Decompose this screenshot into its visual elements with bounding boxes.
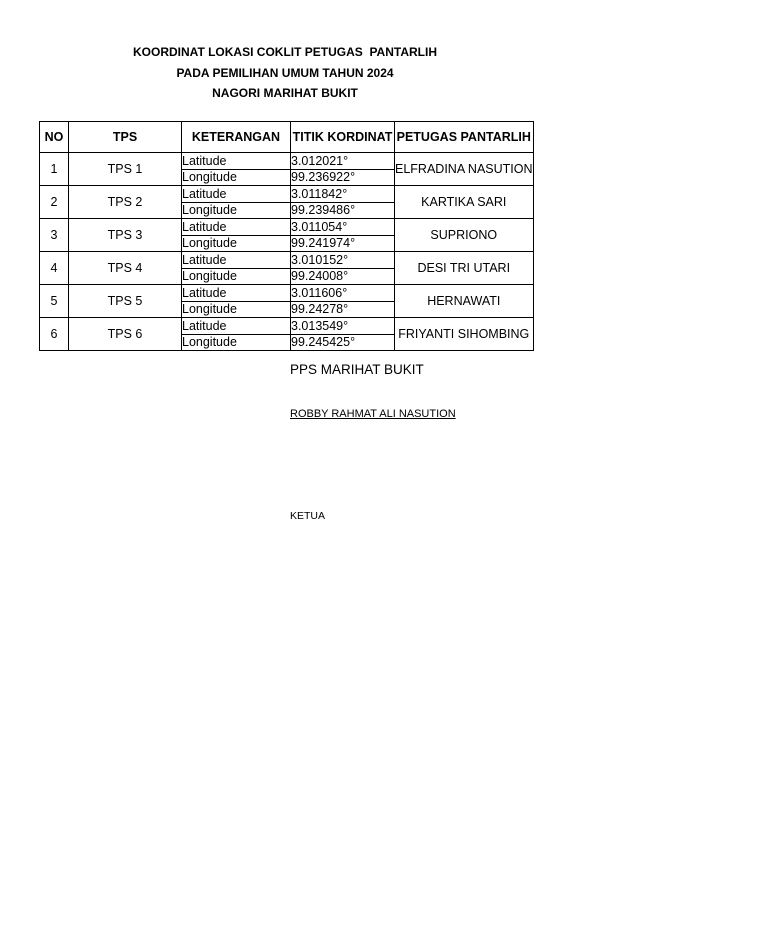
latitude-value: 3.010152° xyxy=(291,252,395,269)
latitude-value: 3.011054° xyxy=(291,219,395,236)
row-tps: TPS 1 xyxy=(69,153,182,186)
longitude-value: 99.245425° xyxy=(291,334,395,351)
col-header-no: NO xyxy=(40,122,69,153)
table-row xyxy=(40,252,534,269)
longitude-value: 99.24008° xyxy=(291,268,395,285)
signature-organization: PPS MARIHAT BUKIT xyxy=(290,362,424,377)
row-no: 4 xyxy=(40,252,69,285)
row-no: 2 xyxy=(40,186,69,219)
row-tps: TPS 5 xyxy=(69,285,182,318)
table-row xyxy=(40,219,534,236)
latitude-value: 3.013549° xyxy=(291,318,395,335)
row-petugas: KARTIKA SARI xyxy=(395,186,534,219)
coordinates-table xyxy=(39,121,534,351)
latitude-value: 3.011606° xyxy=(291,285,395,302)
title-line-1: KOORDINAT LOKASI COKLIT PETUGAS PANTARLIH xyxy=(133,45,437,59)
col-header-titik-kordinat: TITIK KORDINAT xyxy=(291,122,395,153)
latitude-value: 3.012021° xyxy=(291,153,395,170)
row-tps: TPS 2 xyxy=(69,186,182,219)
latitude-value: 3.011842° xyxy=(291,186,395,203)
title-line-2: PADA PEMILIHAN UMUM TAHUN 2024 xyxy=(176,65,394,80)
row-petugas: ELFRADINA NASUTION xyxy=(395,153,534,186)
row-petugas: SUPRIONO xyxy=(395,219,534,252)
longitude-label: Longitude xyxy=(182,235,291,252)
longitude-value: 99.24278° xyxy=(291,301,395,318)
row-petugas: HERNAWATI xyxy=(395,285,534,318)
longitude-value: 99.236922° xyxy=(291,169,395,186)
longitude-value: 99.241974° xyxy=(291,235,395,252)
table-row xyxy=(40,186,534,203)
col-header-keterangan: KETERANGAN xyxy=(182,122,291,153)
row-no: 5 xyxy=(40,285,69,318)
longitude-label: Longitude xyxy=(182,334,291,351)
row-tps: TPS 3 xyxy=(69,219,182,252)
title-line-3: NAGORI MARIHAT BUKIT xyxy=(212,86,358,100)
signatory-name: ROBBY RAHMAT ALI NASUTION xyxy=(290,408,456,420)
longitude-label: Longitude xyxy=(182,301,291,318)
latitude-label: Latitude xyxy=(182,153,291,170)
col-header-petugas: PETUGAS PANTARLIH xyxy=(395,122,534,153)
table-row xyxy=(40,285,534,302)
table-header-row xyxy=(40,122,534,153)
latitude-label: Latitude xyxy=(182,285,291,302)
longitude-label: Longitude xyxy=(182,202,291,219)
row-petugas: FRIYANTI SIHOMBING xyxy=(395,318,534,351)
longitude-label: Longitude xyxy=(182,268,291,285)
longitude-value: 99.239486° xyxy=(291,202,395,219)
row-no: 6 xyxy=(40,318,69,351)
signatory-role: KETUA xyxy=(290,510,326,522)
latitude-label: Latitude xyxy=(182,252,291,269)
table-row xyxy=(40,318,534,335)
row-tps: TPS 6 xyxy=(69,318,182,351)
col-header-tps: TPS xyxy=(69,122,182,153)
latitude-label: Latitude xyxy=(182,318,291,335)
row-no: 1 xyxy=(40,153,69,186)
latitude-label: Latitude xyxy=(182,186,291,203)
table-row xyxy=(40,153,534,170)
row-tps: TPS 4 xyxy=(69,252,182,285)
latitude-label: Latitude xyxy=(182,219,291,236)
document-title xyxy=(80,42,490,104)
longitude-label: Longitude xyxy=(182,169,291,186)
row-no: 3 xyxy=(40,219,69,252)
row-petugas: DESI TRI UTARI xyxy=(395,252,534,285)
